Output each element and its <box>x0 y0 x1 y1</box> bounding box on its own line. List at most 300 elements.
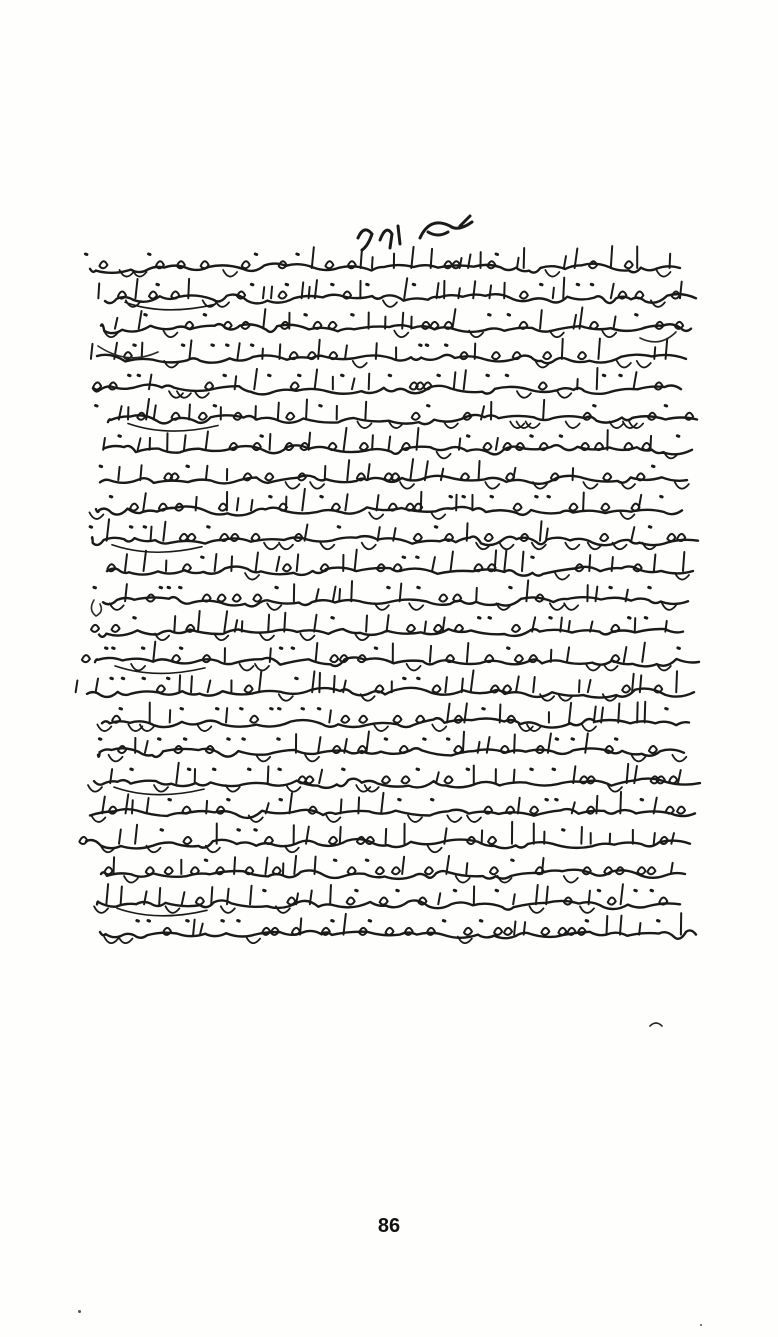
script-glyph <box>102 797 105 814</box>
script-glyph <box>466 863 467 874</box>
script-glyph <box>286 284 288 285</box>
script-glyph <box>677 436 679 437</box>
script-stroke <box>86 839 690 848</box>
script-glyph <box>201 261 209 268</box>
script-glyph <box>536 496 538 497</box>
script-glyph <box>471 670 474 692</box>
script-glyph <box>334 860 336 861</box>
script-glyph <box>485 482 499 489</box>
script-glyph <box>214 406 216 407</box>
script-glyph <box>97 725 111 732</box>
script-glyph <box>409 603 423 610</box>
script-line <box>98 278 696 310</box>
script-glyph <box>286 785 300 792</box>
script-glyph <box>617 361 631 368</box>
script-glyph <box>583 493 584 511</box>
script-glyph <box>268 766 269 783</box>
script-glyph <box>255 254 256 255</box>
script-glyph <box>591 284 593 285</box>
script-glyph <box>149 254 151 255</box>
script-line <box>89 489 682 519</box>
script-glyph <box>639 923 640 935</box>
script-glyph <box>467 643 468 662</box>
script-flourish <box>115 666 205 674</box>
script-glyph <box>439 595 447 602</box>
script-glyph <box>279 543 293 550</box>
script-glyph <box>241 709 243 710</box>
script-glyph <box>94 587 96 588</box>
script-glyph <box>665 406 667 407</box>
script-glyph <box>504 283 505 299</box>
script-glyph <box>85 254 87 255</box>
script-line <box>94 580 688 609</box>
script-glyph <box>572 739 574 740</box>
script-glyph <box>341 799 342 813</box>
script-glyph <box>310 482 324 489</box>
script-glyph <box>536 885 538 904</box>
script-glyph <box>678 770 681 783</box>
script-glyph <box>491 496 493 497</box>
script-glyph <box>564 876 578 883</box>
script-glyph <box>383 300 397 307</box>
script-glyph <box>645 618 647 619</box>
script-glyph <box>181 709 183 710</box>
script-glyph <box>145 741 148 753</box>
script-glyph <box>403 557 405 558</box>
script-glyph <box>355 550 357 571</box>
script-glyph <box>504 549 506 571</box>
script-glyph <box>550 618 552 619</box>
script-glyph <box>614 316 616 328</box>
script-glyph <box>578 352 586 359</box>
script-glyph <box>339 589 340 601</box>
script-glyph <box>560 436 562 437</box>
script-glyph <box>438 893 440 904</box>
script-glyph <box>447 815 461 822</box>
script-glyph <box>264 543 278 550</box>
script-glyph <box>577 284 579 285</box>
script-glyph <box>545 270 559 277</box>
script-glyph <box>513 894 515 904</box>
script-glyph <box>374 725 388 732</box>
script-glyph <box>385 473 393 480</box>
script-glyph <box>382 776 390 783</box>
script-glyph <box>91 815 105 822</box>
script-glyph <box>500 543 514 550</box>
script-glyph <box>159 739 161 740</box>
script-glyph <box>550 603 564 610</box>
script-glyph <box>410 459 413 480</box>
script-glyph <box>265 858 267 874</box>
script-stroke <box>98 748 684 757</box>
script-glyph <box>430 322 438 329</box>
script-glyph <box>658 921 660 922</box>
script-glyph <box>94 906 108 913</box>
script-glyph <box>649 527 651 528</box>
script-glyph <box>631 527 634 541</box>
script-glyph <box>183 837 191 844</box>
script-glyph <box>620 916 622 935</box>
script-glyph <box>551 650 552 662</box>
script-glyph <box>533 677 535 692</box>
script-glyph <box>656 270 670 277</box>
script-glyph <box>172 655 180 662</box>
script-glyph <box>556 799 558 800</box>
script-glyph <box>589 891 590 905</box>
script-glyph <box>154 405 156 419</box>
script-line <box>90 792 695 822</box>
script-glyph <box>518 798 520 814</box>
script-glyph <box>454 372 456 389</box>
script-glyph <box>454 890 456 891</box>
script-glyph <box>666 709 668 710</box>
script-glyph <box>459 438 460 449</box>
script-glyph <box>678 648 680 649</box>
script-glyph <box>431 799 433 800</box>
script-glyph <box>157 685 165 692</box>
script-glyph <box>280 648 282 649</box>
script-glyph <box>548 496 550 497</box>
script-glyph <box>139 311 142 329</box>
script-glyph <box>654 347 655 359</box>
script-glyph <box>188 279 189 298</box>
script-glyph <box>514 504 522 511</box>
script-glyph <box>597 368 598 389</box>
script-glyph <box>611 246 612 268</box>
script-glyph <box>164 473 172 480</box>
script-glyph <box>402 776 410 783</box>
script-glyph <box>163 522 165 541</box>
script-glyph <box>508 648 510 649</box>
script-glyph <box>562 339 563 359</box>
script-glyph <box>652 466 654 467</box>
script-glyph <box>358 797 359 813</box>
script-glyph <box>347 898 355 905</box>
script-glyph <box>445 677 447 692</box>
script-glyph <box>649 587 651 588</box>
script-glyph <box>242 261 250 268</box>
script-glyph <box>187 466 189 467</box>
script-glyph <box>520 292 528 299</box>
script-stroke <box>90 809 695 818</box>
script-glyph <box>182 345 184 346</box>
script-glyph <box>462 678 463 692</box>
script-glyph <box>228 799 230 800</box>
script-glyph <box>365 402 366 420</box>
script-glyph <box>263 287 264 298</box>
script-glyph <box>129 375 131 376</box>
script-glyph <box>635 618 636 631</box>
script-glyph <box>199 413 207 420</box>
script-glyph <box>294 856 296 874</box>
script-glyph <box>410 382 418 389</box>
script-glyph <box>393 716 401 723</box>
script-glyph <box>564 603 578 610</box>
script-glyph <box>485 534 493 541</box>
script-glyph <box>189 340 191 359</box>
script-glyph <box>496 890 498 891</box>
script-glyph <box>125 554 127 571</box>
script-glyph <box>89 512 103 519</box>
script-glyph <box>400 584 402 602</box>
script-glyph <box>467 523 468 540</box>
script-glyph <box>262 349 263 359</box>
script-glyph <box>208 527 210 528</box>
script-glyph <box>596 796 597 814</box>
script-glyph <box>168 587 170 588</box>
script-glyph <box>191 676 192 692</box>
script-glyph <box>138 438 141 449</box>
script-glyph <box>654 554 656 571</box>
script-glyph <box>622 685 630 692</box>
script-glyph <box>479 461 480 480</box>
script-glyph <box>259 671 261 692</box>
script-glyph <box>580 906 594 913</box>
script-glyph <box>109 755 123 762</box>
script-glyph <box>541 284 543 285</box>
script-glyph <box>351 581 352 601</box>
script-glyph <box>432 725 446 732</box>
script-glyph <box>633 372 636 389</box>
script-glyph <box>213 769 215 770</box>
script-glyph <box>255 406 256 419</box>
script-glyph <box>620 792 621 814</box>
script-glyph <box>607 916 608 935</box>
script-glyph <box>598 339 600 359</box>
script-glyph <box>88 785 102 792</box>
script-glyph <box>79 837 87 844</box>
page-number: 86 <box>377 1215 401 1237</box>
script-glyph <box>488 837 496 844</box>
script-glyph <box>144 527 146 528</box>
ink-speck <box>78 1310 81 1313</box>
script-line <box>76 670 694 700</box>
script-glyph <box>250 886 252 905</box>
script-glyph <box>321 496 323 497</box>
script-glyph <box>368 464 370 480</box>
script-glyph <box>531 769 533 770</box>
script-glyph <box>512 625 520 632</box>
script-glyph <box>271 287 272 299</box>
script-glyph <box>624 647 627 662</box>
script-glyph <box>588 680 591 692</box>
script-glyph <box>645 702 646 723</box>
script-glyph <box>206 801 207 814</box>
script-glyph <box>330 655 338 662</box>
script-glyph <box>366 860 368 861</box>
script-glyph <box>464 928 472 935</box>
script-glyph <box>480 921 482 922</box>
script-glyph <box>506 473 514 480</box>
script-glyph <box>149 375 151 390</box>
script-glyph <box>325 466 326 480</box>
script-glyph <box>138 375 140 376</box>
script-glyph <box>246 937 260 944</box>
script-glyph <box>196 898 204 905</box>
script-glyph <box>111 678 113 679</box>
script-glyph <box>242 621 243 631</box>
script-glyph <box>517 391 531 398</box>
script-glyph <box>160 587 162 588</box>
script-glyph <box>249 769 251 770</box>
script-glyph <box>251 284 253 285</box>
script-glyph <box>189 404 190 419</box>
script-glyph <box>683 552 684 571</box>
script-glyph <box>585 733 588 752</box>
script-glyph <box>205 382 213 389</box>
script-glyph <box>569 703 571 723</box>
script-glyph <box>198 611 200 632</box>
ink-speck <box>700 1324 702 1326</box>
script-glyph <box>278 403 279 420</box>
script-glyph <box>540 521 542 540</box>
script-glyph <box>492 352 500 359</box>
script-glyph <box>280 799 282 800</box>
script-glyph <box>234 857 235 874</box>
script-glyph <box>435 527 437 528</box>
script-glyph <box>99 739 101 740</box>
script-glyph <box>245 685 253 692</box>
script-stroke <box>93 385 681 395</box>
script-line <box>91 339 686 368</box>
script-glyph <box>638 867 646 874</box>
script-glyph <box>267 603 281 610</box>
script-glyph <box>316 643 318 662</box>
script-glyph <box>254 369 257 389</box>
script-glyph <box>508 315 510 316</box>
script-glyph <box>428 846 442 853</box>
script-glyph <box>568 621 570 632</box>
script-glyph <box>463 496 465 497</box>
script-glyph <box>437 452 451 459</box>
script-glyph <box>256 552 258 571</box>
handwritten-lines <box>76 246 700 943</box>
script-glyph <box>375 648 377 649</box>
script-glyph <box>418 678 420 679</box>
script-glyph <box>361 251 362 268</box>
script-glyph <box>432 557 435 571</box>
script-glyph <box>594 707 596 723</box>
script-glyph <box>404 278 407 298</box>
script-glyph <box>426 345 428 346</box>
script-glyph <box>238 921 240 922</box>
script-glyph <box>283 564 291 571</box>
script-glyph <box>276 557 279 571</box>
script-glyph <box>467 769 469 770</box>
script-glyph <box>343 769 345 770</box>
script-glyph <box>637 361 651 368</box>
script-glyph <box>197 725 211 732</box>
script-glyph <box>157 284 159 285</box>
script-glyph <box>413 284 415 285</box>
script-glyph <box>112 625 120 632</box>
script-glyph <box>145 315 147 316</box>
script-glyph <box>222 921 224 922</box>
script-glyph <box>352 378 355 389</box>
script-glyph <box>132 800 133 813</box>
script-glyph <box>353 361 367 368</box>
script-glyph <box>279 344 280 358</box>
script-glyph <box>402 857 404 874</box>
script-glyph <box>385 739 387 740</box>
script-glyph <box>444 261 452 268</box>
script-glyph <box>255 664 269 671</box>
script-glyph <box>635 890 637 891</box>
script-glyph <box>91 344 93 359</box>
script-glyph <box>611 284 614 299</box>
script-glyph <box>126 794 129 813</box>
script-glyph <box>475 344 476 359</box>
script-glyph <box>564 256 566 268</box>
script-glyph <box>226 708 227 722</box>
script-line <box>100 913 696 943</box>
script-glyph <box>610 587 612 588</box>
script-glyph <box>250 716 258 723</box>
script-glyph <box>489 315 491 316</box>
script-glyph <box>441 469 443 480</box>
script-glyph <box>296 678 298 679</box>
script-glyph <box>414 534 422 541</box>
script-glyph <box>380 898 388 905</box>
script-glyph <box>318 737 320 753</box>
script-glyph <box>531 436 533 437</box>
script-glyph <box>165 867 173 874</box>
script-glyph <box>221 906 235 913</box>
script-glyph <box>573 468 574 480</box>
script-glyph <box>115 318 117 329</box>
script-glyph <box>106 884 108 904</box>
script-glyph <box>187 921 189 922</box>
script-glyph <box>431 512 445 519</box>
script-glyph <box>82 655 90 662</box>
script-glyph <box>360 443 368 450</box>
script-glyph <box>143 678 145 679</box>
script-glyph <box>260 634 274 641</box>
script-glyph <box>287 898 295 905</box>
script-glyph <box>326 815 340 822</box>
script-glyph <box>670 254 671 268</box>
script-glyph <box>553 288 554 299</box>
script-glyph <box>629 618 631 619</box>
script-glyph <box>389 375 391 376</box>
script-glyph <box>356 890 358 891</box>
script-glyph <box>99 261 107 268</box>
script-glyph <box>489 618 491 619</box>
script-glyph <box>113 648 115 649</box>
script-glyph <box>433 685 441 692</box>
script-line <box>90 519 698 552</box>
script-glyph <box>153 642 155 662</box>
script-glyph <box>134 345 136 346</box>
script-glyph <box>96 679 98 693</box>
script-glyph <box>223 270 237 277</box>
script-glyph <box>436 772 439 783</box>
script-glyph <box>483 709 485 710</box>
script-glyph <box>224 611 227 631</box>
script-glyph <box>261 436 263 437</box>
script-glyph <box>579 680 580 692</box>
script-stroke <box>95 657 699 666</box>
script-glyph <box>320 543 334 550</box>
script-glyph <box>169 799 171 800</box>
script-glyph <box>93 382 101 389</box>
script-glyph <box>340 827 341 844</box>
script-glyph <box>389 436 391 449</box>
script-glyph <box>265 473 273 480</box>
script-glyph <box>269 375 271 376</box>
folio-mark <box>358 216 472 250</box>
script-glyph <box>91 625 99 632</box>
